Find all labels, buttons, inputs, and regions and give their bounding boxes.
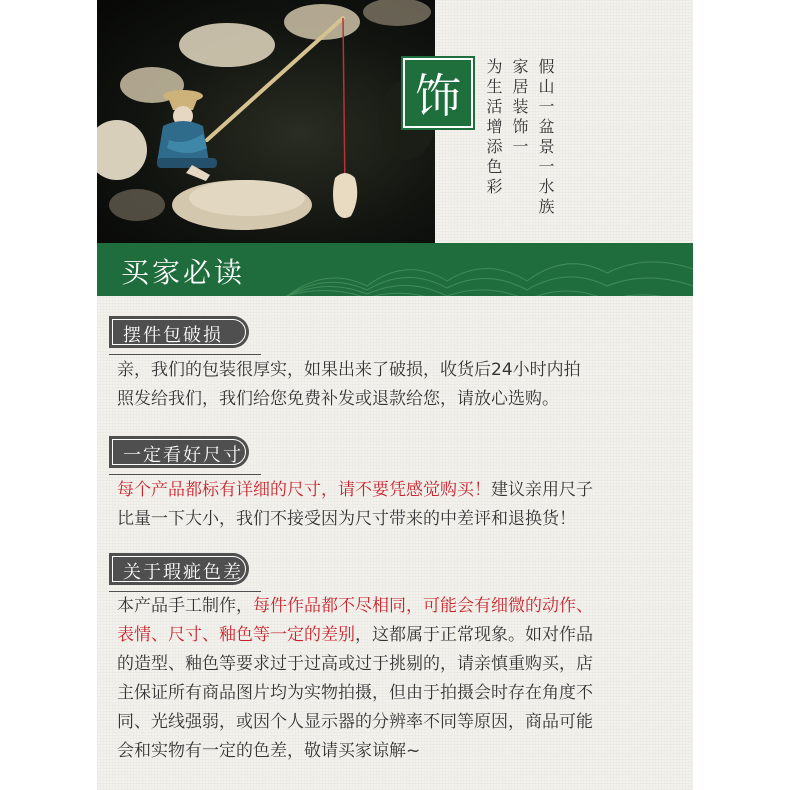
buyer-notice-banner xyxy=(97,243,693,296)
tagline-column-2: 家居装饰一 xyxy=(510,58,529,158)
text-span: 建议亲用尺子 xyxy=(491,480,593,500)
product-notice-panel xyxy=(97,0,693,790)
tagline-column-3: 为生活增添色彩 xyxy=(484,58,503,198)
divider-line xyxy=(109,354,261,355)
text-span: 亲，我们的包装很厚实，如果出来了破损，收货后24小时内拍 xyxy=(117,360,581,380)
text-span: 的造型、釉色等要求过于过高或过于挑剔的，请亲慎重购买，店 xyxy=(117,654,593,674)
text-line xyxy=(117,650,677,679)
text-span: 比量一下大小，我们不接受因为尺寸带来的中差评和退换货！ xyxy=(117,509,576,529)
text-span: ，这都属于正常现象。如对作品 xyxy=(355,625,593,645)
text-line xyxy=(117,737,677,766)
text-span: 同、光线强弱，或因个人显示器的分辨率不同等原因，商品可能 xyxy=(117,712,593,732)
section-heading-label: 关于瑕疵色差 xyxy=(123,562,243,583)
text-span: 主保证所有商品图片均为实物拍摄，但由于拍摄会时存在角度不 xyxy=(117,683,593,703)
divider-line xyxy=(109,474,261,475)
text-span: 本产品手工制作， xyxy=(117,596,253,616)
text-line xyxy=(117,385,677,414)
text-span-highlight: 每件作品都不尽相同，可能会有细微的动作、 xyxy=(253,596,593,616)
section-text-size xyxy=(117,476,677,534)
hero-photo-fisherman-figurine xyxy=(97,0,435,243)
text-line xyxy=(117,476,677,505)
text-line xyxy=(117,356,677,385)
text-line xyxy=(117,679,677,708)
section-heading-color-difference xyxy=(109,553,261,585)
text-line xyxy=(117,708,677,737)
tagline-column-1: 假山一盆景一水族 xyxy=(536,58,555,218)
text-line xyxy=(117,621,677,650)
decor-seal-stamp xyxy=(403,58,473,128)
banner-title: 买家必读 xyxy=(121,256,246,289)
section-heading-label: 一定看好尺寸 xyxy=(123,445,243,466)
text-span: 照发给我们，我们给您免费补发或退款给您，请放心选购。 xyxy=(117,389,559,409)
section-heading-label: 摆件包破损 xyxy=(123,325,223,346)
section-heading-size xyxy=(109,436,261,468)
text-line xyxy=(117,505,677,534)
text-line xyxy=(117,592,677,621)
section-text-damage xyxy=(117,356,677,414)
text-span-highlight: 表情、尺寸、釉色等一定的差别 xyxy=(117,625,355,645)
text-span: 会和实物有一定的色差，敬请买家谅解~ xyxy=(117,741,421,761)
section-heading-damage xyxy=(109,316,261,348)
section-text-color-difference xyxy=(117,592,677,766)
seal-character: 饰 xyxy=(415,69,461,123)
text-span-highlight: 每个产品都标有详细的尺寸，请不要凭感觉购买！ xyxy=(117,480,491,500)
